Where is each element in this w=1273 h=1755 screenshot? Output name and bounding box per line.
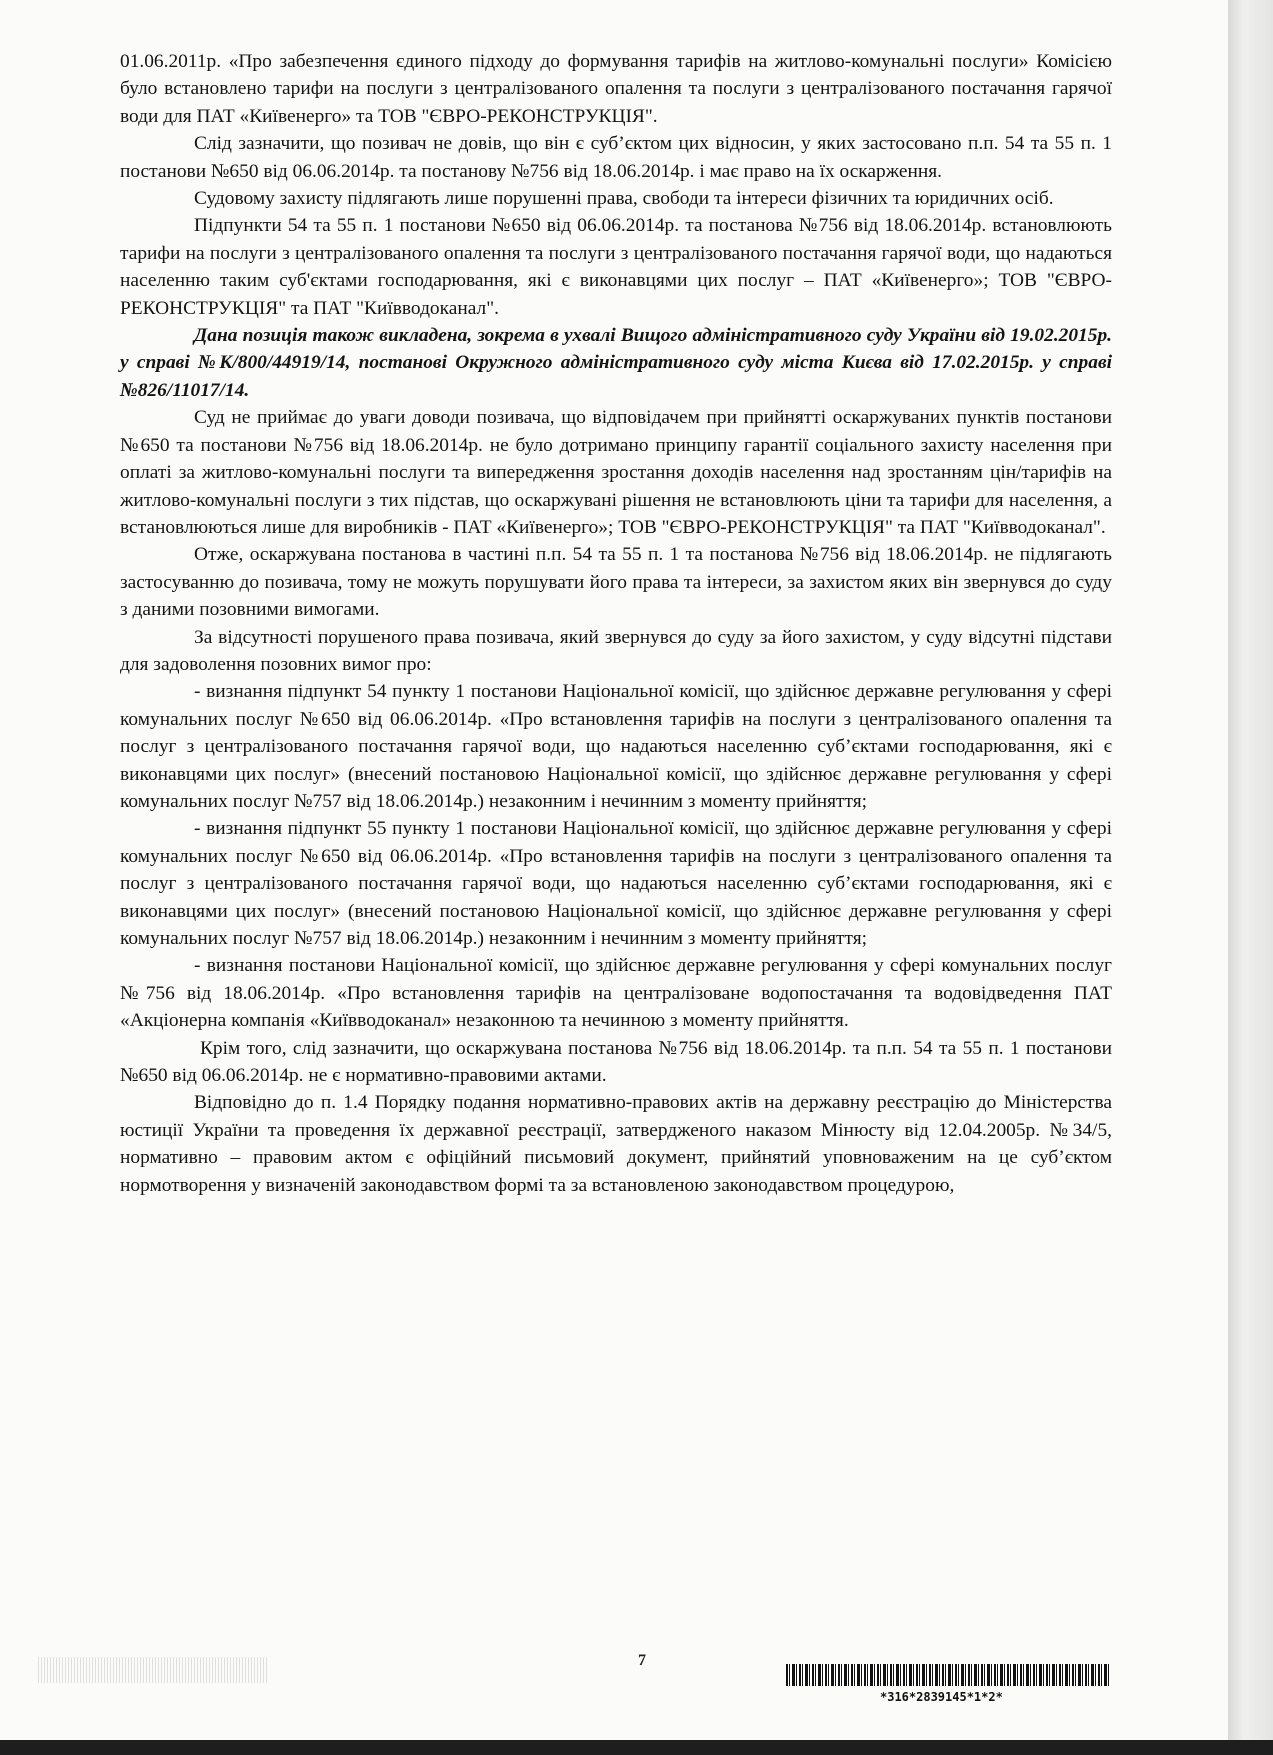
underlying-page-edge: [1228, 0, 1273, 1755]
paragraph-emphasis: Дана позиція також викладена, зокрема в ухвалі Вищого адміністративного суду України від 19.02.2015р. у справі №К/800/44919/14, постанові Окружного адміністративного суду міста Києва від 17.02.2015р. у справі №826/11017/14.: [120, 325, 1112, 401]
paragraph: Крім того, слід зазначити, що оскаржувана постанова №756 від 18.06.2014р. та п.п. 54 та 55 п. 1 постанови №650 від 06.06.2014р. не є нормативно-правовими актами.: [120, 1037, 1112, 1087]
page-number: 7: [638, 1652, 646, 1669]
barcode: [786, 1664, 1110, 1686]
list-item: - визнання підпункт 55 пункту 1 постанови Національної комісії, що здійснює державне регулювання у сфері комунальних послуг №650 від 06.06.2014р. «Про встановлення тарифів на послуги з централізованого опалення та послуг з централізованого постачання гарячої води, що надаються населенню суб’єктами господарювання, які є виконавцями цих послуг» (внесений постановою Національної комісії, що здійснює державне регулювання у сфері комунальних послуг №757 від 18.06.2014р.) незаконним і нечинним з моменту прийняття;: [120, 818, 1112, 949]
document-body: [120, 48, 1112, 1199]
paragraph: Суд не приймає до уваги доводи позивача, що відповідачем при прийнятті оскаржуваних пунктів постанови №650 та постанови №756 від 18.06.2014р. не було дотримано принципу гарантії соціального захисту населення при оплаті за житлово-комунальні послуги та випередження зростання доходів населення над зростанням цін/тарифів на житлово-комунальні послуги з тих підстав, що оскаржувані рішення не встановлюють ціни та тарифи для населення, а встановлюються лише для виробників - ПАТ «Київенерго»; ТОВ "ЄВРО-РЕКОНСТРУКЦІЯ" та ПАТ "Київводоканал".: [120, 407, 1112, 538]
paragraph: За відсутності порушеного права позивача, який звернувся до суду за його захистом, у суду відсутні підстави для задоволення позовних вимог про:: [120, 626, 1112, 675]
paragraph: Судовому захисту підлягають лише порушенні права, свободи та інтереси фізичних та юридичних осіб.: [194, 188, 1054, 210]
barcode-text: *316*2839145*1*2*: [880, 1690, 1003, 1704]
list-item: - визнання підпункт 54 пункту 1 постанови Національної комісії, що здійснює державне регулювання у сфері комунальних послуг №650 від 06.06.2014р. «Про встановлення тарифів на послуги з централізованого опалення та послуг з централізованого постачання гарячої води, що надаються населенню суб’єктами господарювання, які є виконавцями цих послуг» (внесений постановою Національної комісії, що здійснює державне регулювання у сфері комунальних послуг №757 від 18.06.2014р.) незаконним і нечинним з моменту прийняття;: [120, 681, 1112, 812]
paragraph: Слід зазначити, що позивач не довів, що він є суб’єктом цих відносин, у яких застосовано п.п. 54 та 55 п. 1 постанови №650 від 06.06.2014р. та постанову №756 від 18.06.2014р. і має право на їх оскарження.: [120, 133, 1112, 182]
paragraph: Отже, оскаржувана постанова в частині п.п. 54 та 55 п. 1 та постанова №756 від 18.06.2014р. не підлягають застосуванню до позивача, тому не можуть порушувати його права та інтереси, за захистом яких він звернувся до суду з даними позовними вимогами.: [120, 544, 1112, 621]
bleed-through-mark: [38, 1657, 268, 1683]
scanner-edge: [0, 1740, 1273, 1755]
list-item: - визнання постанови Національної комісії, що здійснює державне регулювання у сфері комунальних послуг №756 від 18.06.2014р. «Про встановлення тарифів на централізоване водопостачання та водовідведення ПАТ «Акціонерна компанія «Київводоканал» незаконною та нечинною з моменту прийняття.: [120, 955, 1112, 1032]
paragraph: 01.06.2011р. «Про забезпечення єдиного підходу до формування тарифів на житлово-комунальні послуги» Комісією було встановлено тарифи на послуги з централізованого опалення та послуги з централізованого постачання гарячої води для ПАТ «Київенерго» та ТОВ "ЄВРО-РЕКОНСТРУКЦІЯ".: [120, 51, 1112, 127]
paragraph: Відповідно до п. 1.4 Порядку подання нормативно-правових актів на державну реєстрацію до Міністерства юстиції України та проведення їх державної реєстрації, затвердженого наказом Мінюсту від 12.04.2005р. №34/5, нормативно – правовим актом є офіційний письмовий документ, прийнятий уповноваженим на це суб’єктом нормотворення у визначеній законодавством формі та за встановленою законодавством процедурою,: [120, 1092, 1112, 1196]
paragraph: Підпункти 54 та 55 п. 1 постанови №650 від 06.06.2014р. та постанова №756 від 18.06.2014р. встановлюють тарифи на послуги з централізованого опалення та послуги з централізованого постачання гарячої води, що надаються населенню таким суб'єктами господарювання, які є виконавцями цих послуг – ПАТ «Київенерго»; ТОВ "ЄВРО-РЕКОНСТРУКЦІЯ" та ПАТ "Київводоканал".: [120, 215, 1112, 319]
